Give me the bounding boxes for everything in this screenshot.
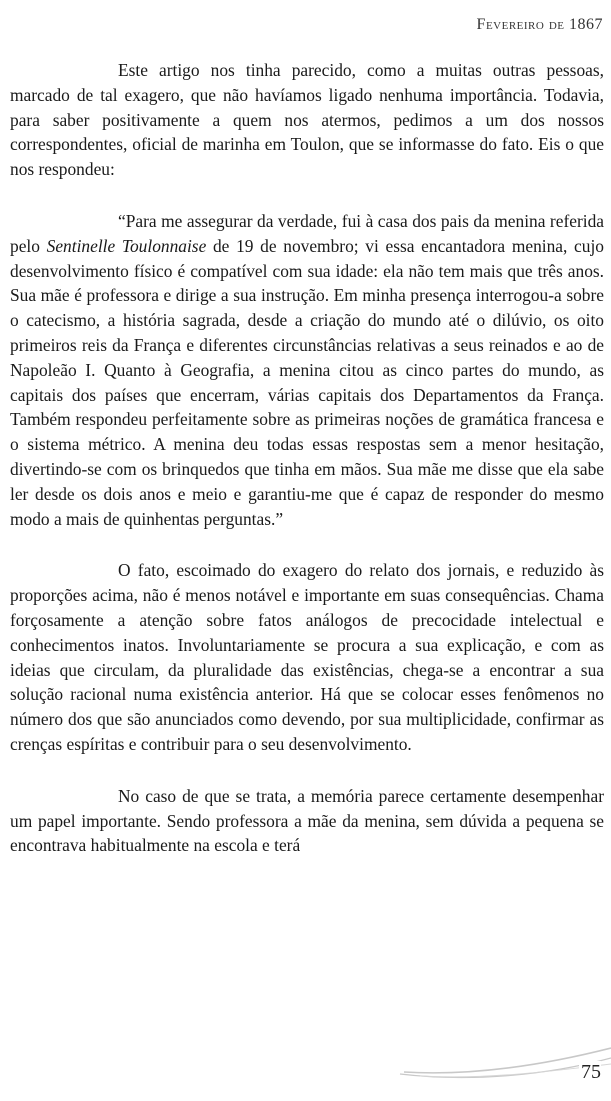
footer-ornament <box>0 1036 611 1101</box>
page-number: 75 <box>581 1061 601 1083</box>
page-body <box>10 58 604 858</box>
paragraph-3: O fato, escoimado do exagero do relato dos jornais, e reduzido às proporções acima, não é menos notável e importante em suas consequências. Chama forçosamente a atenção sobre fatos análogos de precocidade intelectual e conhecimentos inatos. Involuntariamente se procura a sua explicação, e com as ideias que circulam, da pluralidade das existências, chega-se a encontrar a sua solução racional numa existência anterior. Há que se colocar esses fenômenos no número dos que são anunciados como devendo, por sua multiplicidade, confirmar as crenças espíritas e contribuir para o seu desenvolvimento. <box>10 560 604 754</box>
swoosh-ornament-icon <box>0 1036 611 1101</box>
newspaper-title: Sentinelle Toulonnaise <box>46 235 207 256</box>
paragraph-4: No caso de que se trata, a memória parece certamente desempenhar um papel importante. Sendo professora a mãe da menina, sem dúvida a pequena se encontrava habitualmente na escola e terá <box>10 785 604 856</box>
paragraph-2-quote: “Para me assegurar da verdade, fui à casa dos pais da menina referida pelo Sentinelle Toulonnaise de 19 de novembro; vi essa encantadora menina, cujo desenvolvimento físico é compatível com sua idade: ela não tem mais que três anos. Sua mãe é professora e dirige a sua instrução. Em minha presença interrogou-a sobre o catecismo, a história sagrada, desde a criação do mundo até o dilúvio, os oito primeiros reis da França e diferentes circunstâncias relativas a seus reinados e ao de Napoleão I. Quanto à Geografia, a menina citou as cinco partes do mundo, as capitais dos países que encerram, várias capitais dos Departamentos da França. Também respondeu perfeitamente sobre as primeiras noções de gramática francesa e o sistema métrico. A menina deu todas essas respostas sem a menor hesitação, divertindo-se com os brinquedos que tinha em mãos. Sua mãe me disse que ela sabe ler desde os dois anos e meio e garantiu-me que é capaz de responder do mesmo modo a mais de quinhentas perguntas.” <box>10 210 604 529</box>
running-head <box>477 16 603 34</box>
running-head-text: Fevereiro de 1867 <box>476 16 603 33</box>
paragraph-1: Este artigo nos tinha parecido, como a muitas outras pessoas, marcado de tal exagero, que não havíamos ligado nenhuma importância. Todavia, para saber positivamente a quem nos atermos, pedimos a um dos nossos correspondentes, oficial de marinha em Toulon, que se informasse do fato. Eis o que nos respondeu: <box>10 60 604 180</box>
